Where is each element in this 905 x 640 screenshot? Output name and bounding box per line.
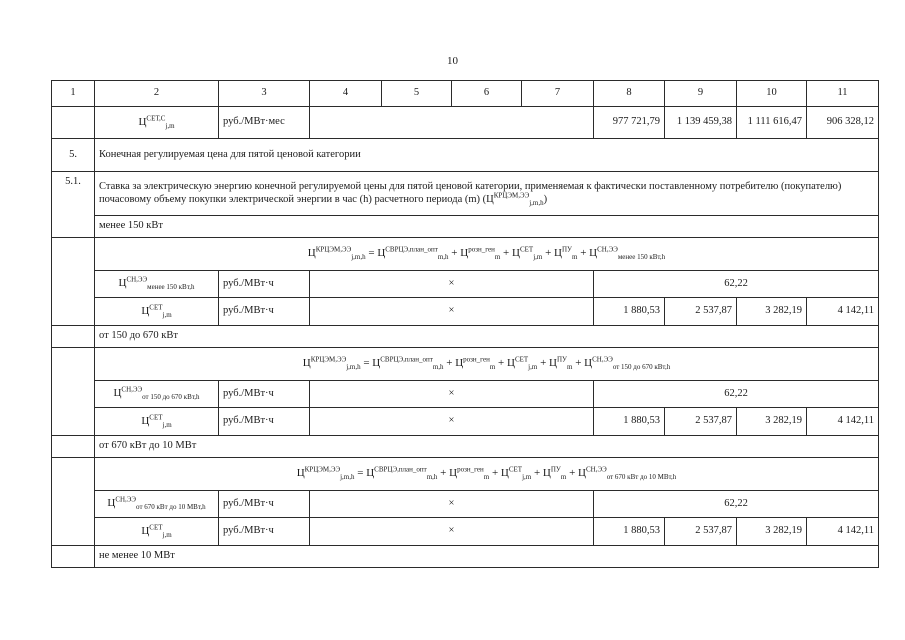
header-cell: 9 (665, 81, 737, 107)
table-row: $Ц^{СН,ЭЭ}_{от 670 кВт до 10 МВт,h}$ руб./МВт·ч × 62,22 (52, 491, 879, 518)
header-cell: 7 (522, 81, 594, 107)
tariff-symbol: $Ц^{СН,ЭЭ}_{менее 150 кВт,h}$ (118, 275, 195, 292)
header-cell: 1 (52, 81, 95, 107)
formula-row (52, 348, 879, 381)
tariff-table (51, 80, 879, 568)
header-cell: 11 (807, 81, 879, 107)
formula-row (52, 238, 879, 271)
header-cell: 2 (95, 81, 219, 107)
tariff-symbol: $Ц^{СЕТ}_{j,m}$ (141, 413, 172, 430)
tariff-symbol: $Ц^{СЕТ,С}_{j,m}$ (138, 114, 175, 131)
section-row: 5.1. Ставка за электрическую энергию конечной регулируемой цены для пятой ценовой категории, применяемая к фактически поставленному потребителю (покупателю) почасовому объему покупки электрической энергии в час (h) расчетного периода (m) $(Ц^{КРЦЭМ,ЭЭ}_{j,m,h})$ (52, 172, 879, 216)
group-title-row: менее 150 кВт (52, 216, 879, 238)
header-cell: 4 (310, 81, 382, 107)
group-title-row: от 670 кВт до 10 МВт (52, 436, 879, 458)
tariff-symbol: $Ц^{СЕТ}_{j,m}$ (141, 523, 172, 540)
header-row (52, 81, 879, 107)
tariff-symbol: $Ц^{СЕТ}_{j,m}$ (141, 303, 172, 320)
tariff-symbol: $Ц^{СН,ЭЭ}_{от 670 кВт до 10 МВт,h}$ (107, 495, 206, 512)
price-formula: $Ц^{КРЦЭМ,ЭЭ}_{j,m,h} = Ц^{СВРЦЭ,план\_опт}_{m,h} + Ц^{розн\_ген}_m + Ц^{СЕТ}_{j,m} + Ц^{ПУ}_m + Ц^{СН,ЭЭ}_{менее 150 кВт,h}$ (307, 245, 666, 262)
header-cell: 8 (594, 81, 665, 107)
table-row: $Ц^{СН,ЭЭ}_{менее 150 кВт,h}$ руб./МВт·ч × 62,22 (52, 271, 879, 298)
table-row: $Ц^{СЕТ}_{j,m}$ руб./МВт·ч × 1 880,53 2 537,87 3 282,19 4 142,11 (52, 298, 879, 326)
page-number: 10 (447, 55, 458, 67)
group-title-row: от 150 до 670 кВт (52, 326, 879, 348)
price-formula: $Ц^{КРЦЭМ,ЭЭ}_{j,m,h} = Ц^{СВРЦЭ,план\_опт}_{m,h} + Ц^{розн\_ген}_m + Ц^{СЕТ}_{j,m} + Ц^{ПУ}_m + Ц^{СН,ЭЭ}_{от 150 до 670 кВт,h}$ (302, 355, 671, 372)
header-cell: 10 (737, 81, 807, 107)
table-row: $Ц^{СЕТ}_{j,m}$ руб./МВт·ч × 1 880,53 2 537,87 3 282,19 4 142,11 (52, 518, 879, 546)
header-cell: 5 (382, 81, 452, 107)
tariff-symbol: $Ц^{СН,ЭЭ}_{от 150 до 670 кВт,h}$ (113, 385, 200, 402)
table-row: $Ц^{СЕТ}_{j,m}$ руб./МВт·ч × 1 880,53 2 537,87 3 282,19 4 142,11 (52, 408, 879, 436)
table-row: $Ц^{СЕТ,С}_{j,m}$ руб./МВт·мес 977 721,79 1 139 459,38 1 111 616,47 906 328,12 (52, 107, 879, 139)
group-title-row: не менее 10 МВт (52, 546, 879, 568)
section-row: 5. Конечная регулируемая цена для пятой ценовой категории (52, 139, 879, 172)
header-cell: 6 (452, 81, 522, 107)
header-cell: 3 (219, 81, 310, 107)
price-formula: $Ц^{КРЦЭМ,ЭЭ}_{j,m,h} = Ц^{СВРЦЭ,план\_опт}_{m,h} + Ц^{розн\_ген}_m + Ц^{СЕТ}_{j,m} + Ц^{ПУ}_m + Ц^{СН,ЭЭ}_{от 670 кВт до 10 МВт,h}$ (296, 465, 677, 482)
table-row: $Ц^{СН,ЭЭ}_{от 150 до 670 кВт,h}$ руб./МВт·ч × 62,22 (52, 381, 879, 408)
formula-row (52, 458, 879, 491)
